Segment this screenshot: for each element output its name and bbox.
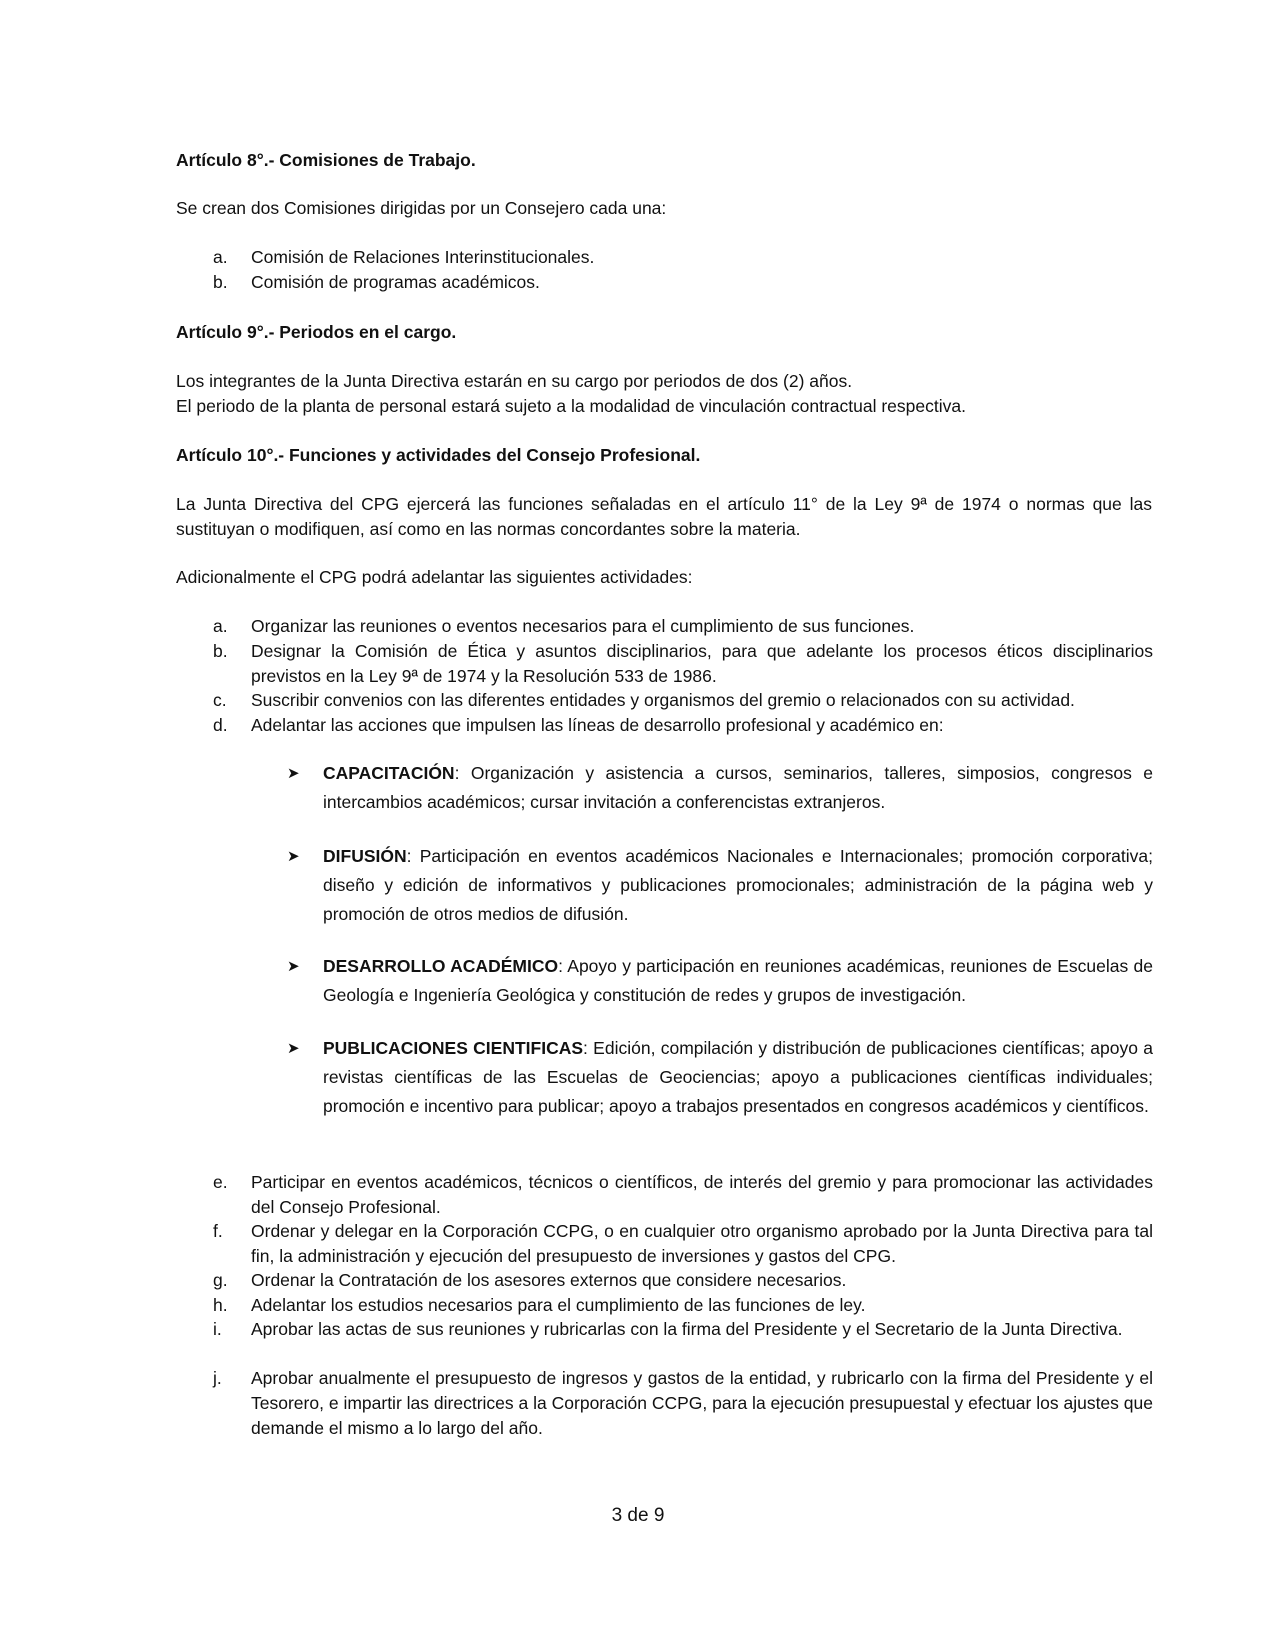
list-item-label: a. xyxy=(213,247,228,267)
list-item xyxy=(213,1219,1153,1269)
list-item-text: Suscribir convenios con las diferentes entidades y organismos del gremio o relacionados con su actividad. xyxy=(251,690,1075,710)
bullet-term: DIFUSIÓN xyxy=(323,846,407,866)
article-10-paragraph-1: La Junta Directiva del CPG ejercerá las funciones señaladas en el artículo 11° de la Ley 9ª de 1974 o normas que las sustituyan o modifiquen, así como en las normas concordantes sobre la materia. xyxy=(176,494,1152,539)
list-item-label: e. xyxy=(213,1172,228,1192)
article-9-line-1: Los integrantes de la Junta Directiva estarán en su cargo por periodos de dos (2) años. xyxy=(176,371,853,391)
bullet-text: : Edición, compilación y distribución de publicaciones científicas; apoyo a revistas científicas de las Escuelas de Geociencias; apoyo a publicaciones científicas individuales; promoción e incentivo para publicar; apoyo a trabajos presentados en congresos académicos y científicos. xyxy=(323,1038,1153,1116)
page-number: 3 de 9 xyxy=(611,1505,665,1526)
list-item-text: Aprobar las actas de sus reuniones y rubricarlas con la firma del Presidente y el Secretario de la Junta Directiva. xyxy=(251,1319,1123,1339)
list-item xyxy=(213,270,1153,295)
list-item-text: Participar en eventos académicos, técnicos o científicos, de interés del gremio y para promocionar las actividades del Consejo Profesional. xyxy=(251,1172,1153,1217)
article-10-paragraph-2: Adicionalmente el CPG podrá adelantar las siguientes actividades: xyxy=(176,567,693,587)
list-item-label: b. xyxy=(213,272,228,292)
list-item-label: h. xyxy=(213,1295,228,1315)
list-item-text: Designar la Comisión de Ética y asuntos disciplinarios, para que adelante los procesos éticos disciplinarios previstos en la Ley 9ª de 1974 y la Resolución 533 de 1986. xyxy=(251,641,1153,686)
list-item-label: i. xyxy=(213,1319,222,1339)
list-item-text: Comisión de Relaciones Interinstitucionales. xyxy=(251,247,595,267)
list-item-label: g. xyxy=(213,1270,228,1290)
list-item-text: Aprobar anualmente el presupuesto de ingresos y gastos de la entidad, y rubricarlo con la firma del Presidente y el Tesorero, e impartir las directrices a la Corporación CCPG, para la ejecución presupuestal y efectuar los ajustes que demande el mismo a lo largo del año. xyxy=(251,1368,1153,1438)
list-item-label: c. xyxy=(213,690,227,710)
arrow-bullet-icon: ➤ xyxy=(287,765,300,782)
list-item xyxy=(213,688,1153,713)
list-item-text: Comisión de programas académicos. xyxy=(251,272,540,292)
list-item-label: j. xyxy=(213,1368,222,1388)
list-item xyxy=(213,1170,1153,1220)
bullet-item xyxy=(287,1034,1153,1121)
bullet-term: CAPACITACIÓN xyxy=(323,763,455,783)
bullet-text: : Participación en eventos académicos Nacionales e Internacionales; promoción corporativa; diseño y edición de informativos y publicaciones promocionales; administración de la página web y promoción de otros medios de difusión. xyxy=(323,846,1153,924)
list-item-text: Adelantar los estudios necesarios para el cumplimiento de las funciones de ley. xyxy=(251,1295,866,1315)
list-item-text: Ordenar la Contratación de los asesores externos que considere necesarios. xyxy=(251,1270,847,1290)
bullet-item xyxy=(287,759,1153,817)
list-item-text: Adelantar las acciones que impulsen las líneas de desarrollo profesional y académico en: xyxy=(251,715,944,735)
list-item-text: Ordenar y delegar en la Corporación CCPG, o en cualquier otro organismo aprobado por la Junta Directiva para tal fin, la administración y ejecución del presupuesto de inversiones y gastos del CPG. xyxy=(251,1221,1153,1266)
article-10-heading: Artículo 10°.- Funciones y actividades del Consejo Profesional. xyxy=(176,445,701,465)
list-item xyxy=(213,713,1153,738)
bullet-term: PUBLICACIONES CIENTIFICAS xyxy=(323,1038,584,1058)
article-8-heading: Artículo 8°.- Comisiones de Trabajo. xyxy=(176,150,476,170)
bullet-text: : Organización y asistencia a cursos, seminarios, talleres, simposios, congresos e intercambios académicos; cursar invitación a conferencistas extranjeros. xyxy=(323,763,1153,812)
article-9-heading: Artículo 9°.- Periodos en el cargo. xyxy=(176,322,457,342)
bullet-term: DESARROLLO ACADÉMICO xyxy=(323,956,559,976)
article-8-intro: Se crean dos Comisiones dirigidas por un Consejero cada una: xyxy=(176,198,667,218)
list-item-label: f. xyxy=(213,1221,223,1241)
list-item-label: b. xyxy=(213,641,228,661)
list-item xyxy=(213,245,1153,270)
list-item xyxy=(213,1317,1153,1342)
list-item xyxy=(213,1293,1153,1318)
bullet-item xyxy=(287,952,1153,1010)
bullet-item xyxy=(287,842,1153,929)
list-item xyxy=(213,614,1153,639)
arrow-bullet-icon: ➤ xyxy=(287,848,300,865)
list-item xyxy=(213,1268,1153,1293)
arrow-bullet-icon: ➤ xyxy=(287,1040,300,1057)
list-item xyxy=(213,639,1153,689)
article-9-line-2: El periodo de la planta de personal estará sujeto a la modalidad de vinculación contractual respectiva. xyxy=(176,396,966,416)
list-item-label: a. xyxy=(213,616,228,636)
arrow-bullet-icon: ➤ xyxy=(287,958,300,975)
list-item-text: Organizar las reuniones o eventos necesarios para el cumplimiento de sus funciones. xyxy=(251,616,915,636)
bullet-text: : Apoyo y participación en reuniones académicas, reuniones de Escuelas de Geología e Ingeniería Geológica y constitución de redes y grupos de investigación. xyxy=(323,956,1153,1005)
list-item-label: d. xyxy=(213,715,228,735)
list-item xyxy=(213,1366,1153,1441)
